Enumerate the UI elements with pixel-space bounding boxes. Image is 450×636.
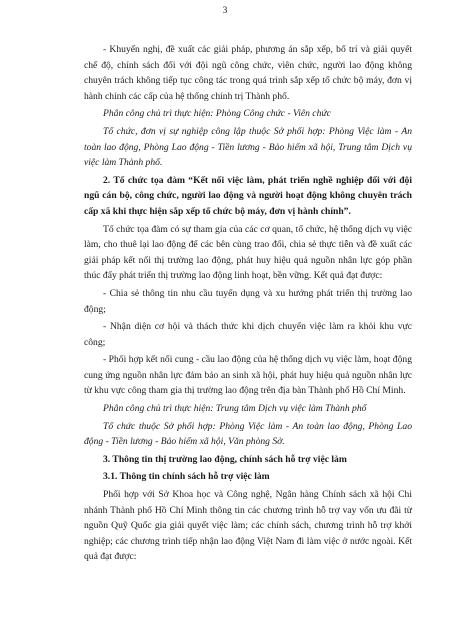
paragraph: 2. Tổ chức tọa đàm “Kết nối việc làm, phát triển nghề nghiệp đối với đội ngũ cán bộ, công chức, người lao động và người hoạt động không chuyên trách cấp xã khi thực hiện sắp xếp tổ chức bộ máy, đơn vị hành chính”. (84, 174, 412, 217)
paragraph: - Nhận diện cơ hội và thách thức khi dịch chuyển việc làm ra khỏi khu vực công; (84, 321, 412, 348)
paragraph: Tổ chức tọa đàm có sự tham gia của các cơ quan, tổ chức, hệ thống dịch vụ việc làm, cho thuê lại lao động để các bên cùng trao đổi, chia sẻ thực tiễn và đề xuất các giải pháp kết nối thị trường lao động, phát huy hiệu quả nguồn nhân lực góp phần thúc đẩy phát triển thị trường lao động linh hoạt, bền vững. Kết quả đạt được: (84, 223, 412, 282)
paragraph: Tổ chức, đơn vị sự nghiệp công lập thuộc Sở phối hợp: Phòng Việc làm - An toàn lao động, Phòng Lao động - Tiền lương - Bảo hiểm xã hội, Trung tâm Dịch vụ việc làm Thành phố. (84, 125, 412, 169)
paragraph: - Chia sẻ thông tin nhu cầu tuyển dụng và xu hướng phát triển thị trường lao động; (84, 287, 412, 315)
document-body (84, 42, 412, 567)
paragraph: - Phối hợp kết nối cung - cầu lao động của hệ thống dịch vụ việc làm, hoạt động cung ứng nguồn nhân lực đảm bảo an sinh xã hội, phát huy hiệu quả nguồn nhân lực từ khu vực công tham gia thị trường lao động trên địa bàn Thành phố Hồ Chí Minh. (84, 354, 412, 397)
paragraph: Phân công chủ trì thực hiện: Phòng Công chức - Viên chức (103, 108, 331, 120)
page-number: 3 (222, 6, 228, 16)
paragraph: Phối hợp với Sở Khoa học và Công nghệ, Ngân hàng Chính sách xã hội Chi nhánh Thành phố Hồ Chí Minh thông tin các chương trình hỗ trợ vay vốn ưu đãi từ nguồn Quỹ Quốc gia giải quyết việc làm; các chính sách, chương trình hỗ trợ khởi nghiệp; các chương trình tiếp nhận lao động Việt Nam đi làm việc ở nước ngoài. Kết quả đạt được: (84, 489, 412, 563)
paragraph: 3. Thông tin thị trường lao động, chính sách hỗ trợ việc làm (103, 453, 347, 465)
paragraph: Tổ chức thuộc Sở phối hợp: Phòng Việc làm - An toàn lao động, Phòng Lao động - Tiền lương - Bảo hiểm xã hội, Văn phòng Sở. (84, 420, 412, 448)
paragraph: 3.1. Thông tin chính sách hỗ trợ việc làm (103, 471, 270, 483)
paragraph: Phân công chủ trì thực hiện: Trung tâm Dịch vụ việc làm Thành phố (103, 403, 367, 415)
paragraph: - Khuyến nghị, đề xuất các giải pháp, phương án sắp xếp, bố trí và giải quyết chế độ, chính sách đối với đội ngũ công chức, viên chức, người lao động không chuyên trách không tiếp tục công tác trong quá trình sắp xếp tổ chức bộ máy, đơn vị hành chính các cấp của hệ thống chính trị Thành phố. (84, 44, 412, 102)
